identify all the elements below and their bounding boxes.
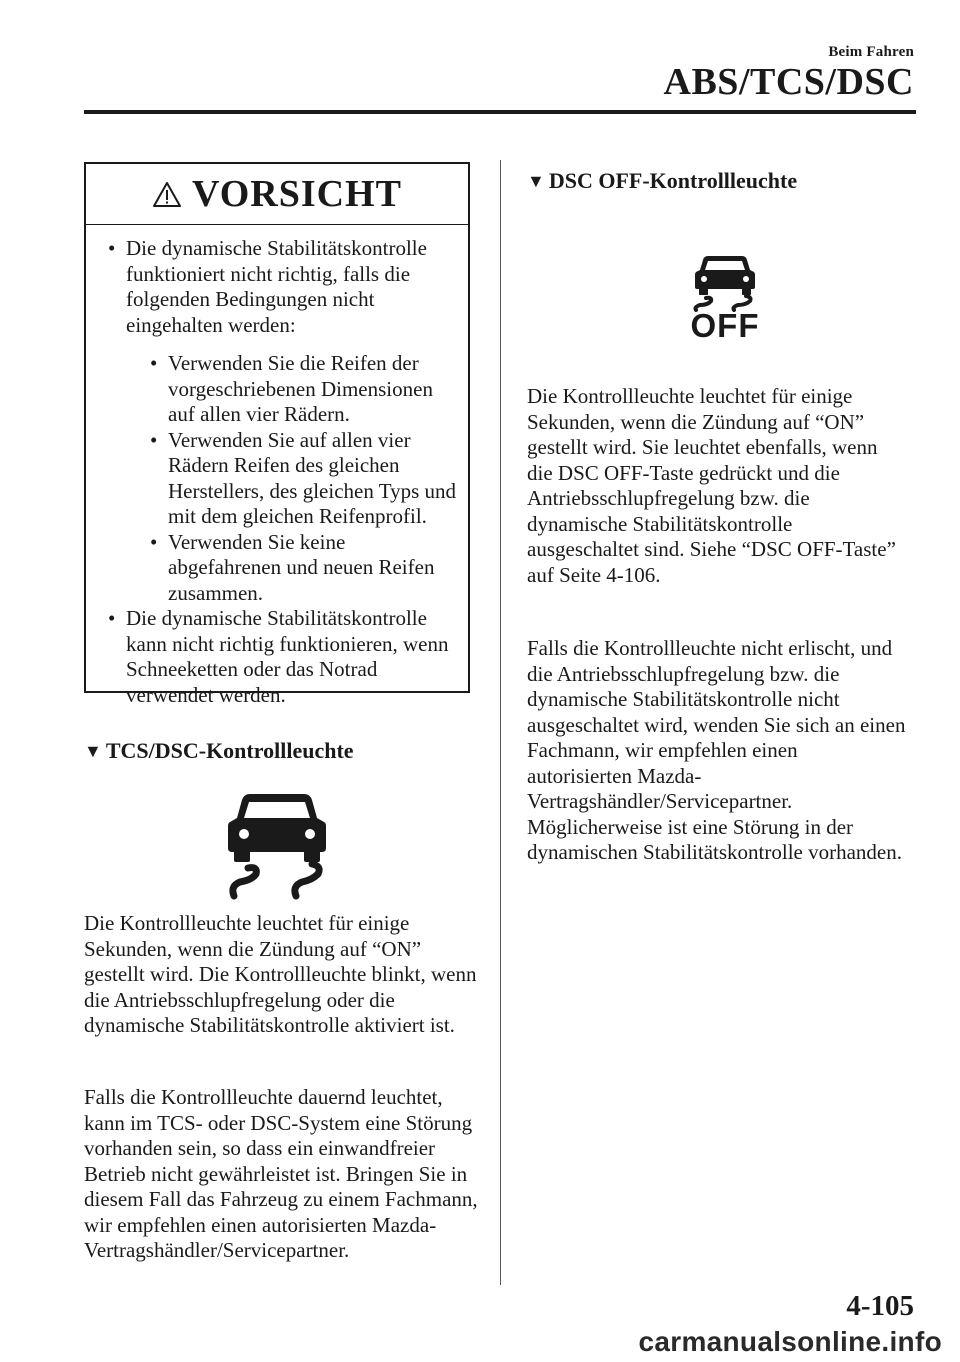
dsc-off-paragraph-2-text: Falls die Kontrollleuchte nicht erlischt, und die Antriebsschlupfregelung bzw. die dynamische Stabilitätskontrolle nicht ausgeschaltet wird, wenden Sie sich an einen Fachmann, wir empfehlen einen autorisierten Mazda-Vertragshändler/Servicepartner. Möglicherweise ist eine Störung in der dynamischen Stabilitätskontrolle vorhanden. xyxy=(527,636,906,864)
caution-item: • Die dynamische Stabilitätskontrolle funktioniert nicht richtig, falls die folgenden Bedingungen nicht eingehalten werden: • Verwenden Sie die Reifen der vorgeschriebenen Dimensionen auf allen vier Rädern. • Verwenden Sie auf allen vier Rädern Reifen des gleichen Herstellers, des gleichen Typs und mit dem gleichen Reifenprofil. • Verwenden Sie keine abgefahrenen und neuen Reifen zusammen. xyxy=(104,236,462,606)
caution-subitem-text: Verwenden Sie auf allen vier Rädern Reifen des gleichen Herstellers, des gleichen Typs und mit dem gleichen Reifenprofil. xyxy=(168,427,456,528)
tcs-section-heading xyxy=(84,738,354,764)
caution-item: • Die dynamische Stabilitätskontrolle kann nicht richtig funktionieren, wenn Schneeketten oder das Notrad verwendet werden. xyxy=(108,606,449,707)
section-marker-icon: ▼ xyxy=(84,741,102,761)
caution-subitem: • Verwenden Sie auf allen vier Rädern Reifen des gleichen Herstellers, des gleichen Typs und mit dem gleichen Reifenprofil. xyxy=(150,427,456,528)
page-title: ABS/TCS/DSC xyxy=(663,61,914,103)
dsc-off-paragraph-1-text: Die Kontrollleuchte leuchtet für einige Sekunden, wenn die Zündung auf “ON” gestellt wird. Sie leuchtet ebenfalls, wenn die DSC OFF-Taste gedrückt und die Antriebsschlupfregelung bzw. die dynamische Stabilitätskontrolle ausgeschaltet sind. Siehe “DSC OFF-Taste” auf Seite 4-106. xyxy=(527,384,896,587)
caution-list xyxy=(104,236,462,708)
caution-subitem: • Verwenden Sie die Reifen der vorgeschriebenen Dimensionen auf allen vier Rädern. xyxy=(150,351,433,426)
section-marker-icon: ▼ xyxy=(527,171,545,191)
tcs-paragraph-2 xyxy=(84,1085,484,1264)
caution-item-text: Die dynamische Stabilitätskontrolle funktioniert nicht richtig, falls die folgenden Bedingungen nicht eingehalten werden: xyxy=(126,236,427,337)
dsc-off-warning-light-icon xyxy=(674,252,776,344)
section-label: Beim Fahren xyxy=(828,44,914,60)
column-divider xyxy=(500,160,501,1285)
caution-item-text: Die dynamische Stabilitätskontrolle kann nicht richtig funktionieren, wenn Schneeketten oder das Notrad verwendet werden. xyxy=(126,606,449,707)
tcs-heading-text: TCS/DSC-Kontrollleuchte xyxy=(105,738,354,763)
tcs-dsc-warning-light-icon xyxy=(222,786,332,904)
dsc-off-heading-text: DSC OFF-Kontrollleuchte xyxy=(548,168,798,193)
warning-triangle-icon xyxy=(152,181,182,208)
caution-subitem-text: Verwenden Sie keine abgefahrenen und neuen Reifen zusammen. xyxy=(168,529,435,605)
caution-title: VORSICHT xyxy=(192,173,402,215)
caution-header xyxy=(86,164,468,225)
page-number: 4-105 xyxy=(846,1290,914,1322)
watermark: carmanualsonline.info xyxy=(638,1326,942,1357)
tcs-paragraph-1 xyxy=(84,911,484,1039)
caution-box xyxy=(84,162,470,707)
dsc-off-paragraph-1 xyxy=(527,384,907,588)
dsc-off-icon-text: OFF xyxy=(690,307,760,344)
dsc-off-section-heading xyxy=(527,168,797,194)
caution-subitem: • Verwenden Sie keine abgefahrenen und neuen Reifen zusammen. xyxy=(150,529,435,605)
dsc-off-paragraph-2 xyxy=(527,636,907,866)
caution-sublist xyxy=(126,351,462,606)
header-divider xyxy=(84,110,916,114)
caution-subitem-text: Verwenden Sie die Reifen der vorgeschriebenen Dimensionen auf allen vier Rädern. xyxy=(168,351,433,426)
tcs-paragraph-2-text: Falls die Kontrollleuchte dauernd leuchtet, kann im TCS- oder DSC-System eine Störung vorhanden sein, so dass ein einwandfreier Betrieb nicht gewährleistet ist. Bringen Sie in diesem Fall das Fahrzeug zu einem Fachmann, wir empfehlen einen autorisierten Mazda-Vertragshändler/Servicepartner. xyxy=(84,1085,478,1262)
tcs-paragraph-1-text: Die Kontrollleuchte leuchtet für einige Sekunden, wenn die Zündung auf “ON” gestellt wird. Die Kontrollleuchte blinkt, wenn die Antriebsschlupfregelung oder die dynamische Stabilitätskontrolle aktiviert ist. xyxy=(84,911,477,1037)
